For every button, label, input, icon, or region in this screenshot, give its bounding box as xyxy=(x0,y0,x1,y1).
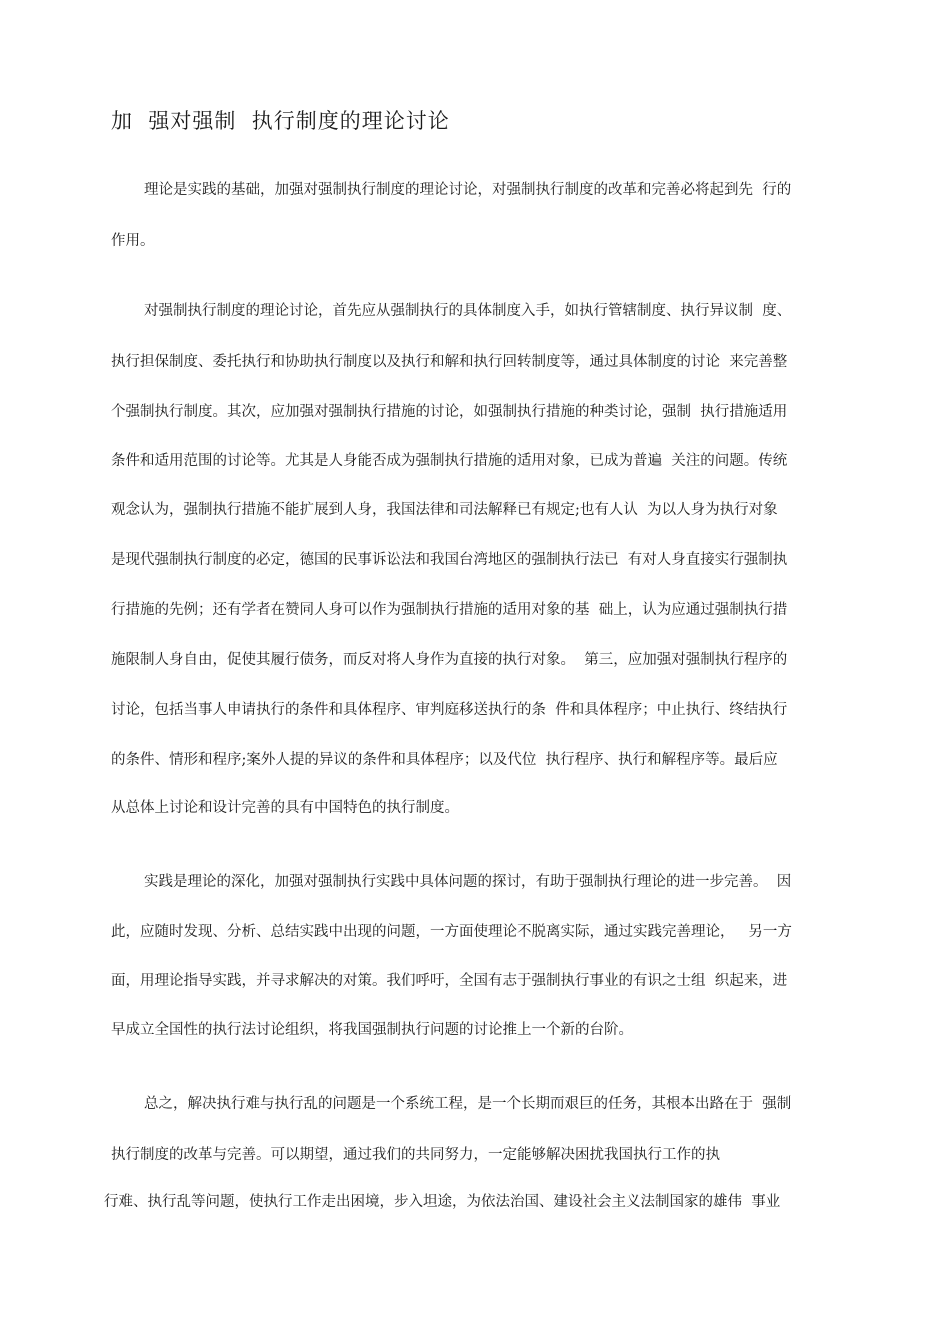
paragraph-line: 讨论，包括当事人申请执行的条件和具体程序、审判庭移送执行的条 件和具体程序；中止执行、终结执行 xyxy=(111,702,788,718)
paragraph-line: 是现代强制执行制度的必定，德国的民事诉讼法和我国台湾地区的强制执行法已 有对人身直接实行强制执 xyxy=(111,552,788,568)
paragraph-line: 执行制度的改革与完善。可以期望，通过我们的共同努力，一定能够解决困扰我国执行工作的执 xyxy=(111,1147,720,1163)
document-title: 加 强对强制 执行制度的理论讨论 xyxy=(111,109,450,133)
paragraph-line: 从总体上讨论和设计完善的具有中国特色的执行制度。 xyxy=(111,800,459,816)
paragraph-line: 此，应随时发现、分析、总结实践中出现的问题，一方面使理论不脱离实际，通过实践完善理论， 另一方 xyxy=(111,924,792,940)
paragraph-line: 行措施的先例；还有学者在赞同人身可以作为强制执行措施的适用对象的基 础上，认为应通过强制执行措 xyxy=(111,602,788,618)
paragraph-line: 早成立全国性的执行法讨论组织，将我国强制执行问题的讨论推上一个新的台阶。 xyxy=(111,1022,633,1038)
paragraph-line: 对强制执行制度的理论讨论，首先应从强制执行的具体制度入手，如执行管辖制度、执行异议制 度、 xyxy=(144,303,792,319)
paragraph-line: 作用。 xyxy=(111,233,155,249)
paragraph-line: 行难、执行乱等问题，使执行工作走出困境，步入坦途，为依法治国、建设社会主义法制国家的雄伟 事业 xyxy=(104,1194,781,1210)
paragraph-line: 总之，解决执行难与执行乱的问题是一个系统工程，是一个长期而艰巨的任务，其根本出路在于 强制 xyxy=(144,1096,792,1112)
paragraph-line: 的条件、情形和程序;案外人提的异议的条件和具体程序；以及代位 执行程序、执行和解程序等。最后应 xyxy=(111,752,778,768)
paragraph-line: 理论是实践的基础，加强对强制执行制度的理论讨论，对强制执行制度的改革和完善必将起到先 行的 xyxy=(144,182,792,198)
paragraph-line: 执行担保制度、委托执行和协助执行制度以及执行和解和执行回转制度等，通过具体制度的讨论 来完善整 xyxy=(111,354,788,370)
paragraph-line: 条件和适用范围的讨论等。尤其是人身能否成为强制执行措施的适用对象，已成为普遍 关注的问题。传统 xyxy=(111,453,788,469)
paragraph-line: 观念认为，强制执行措施不能扩展到人身，我国法律和司法解释已有规定;也有人认 为以人身为执行对象 xyxy=(111,502,778,518)
paragraph-line: 面，用理论指导实践，并寻求解决的对策。我们呼吁，全国有志于强制执行事业的有识之士组 织起来，进 xyxy=(111,973,788,989)
paragraph-line: 施限制人身自由，促使其履行债务，而反对将人身作为直接的执行对象。 第三，应加强对强制执行程序的 xyxy=(111,652,788,668)
paragraph-line: 个强制执行制度。其次，应加强对强制执行措施的讨论，如强制执行措施的种类讨论，强制 执行措施适用 xyxy=(111,404,788,420)
paragraph-line: 实践是理论的深化，加强对强制执行实践中具体问题的探讨，有助于强制执行理论的进一步完善。 因 xyxy=(144,874,792,890)
